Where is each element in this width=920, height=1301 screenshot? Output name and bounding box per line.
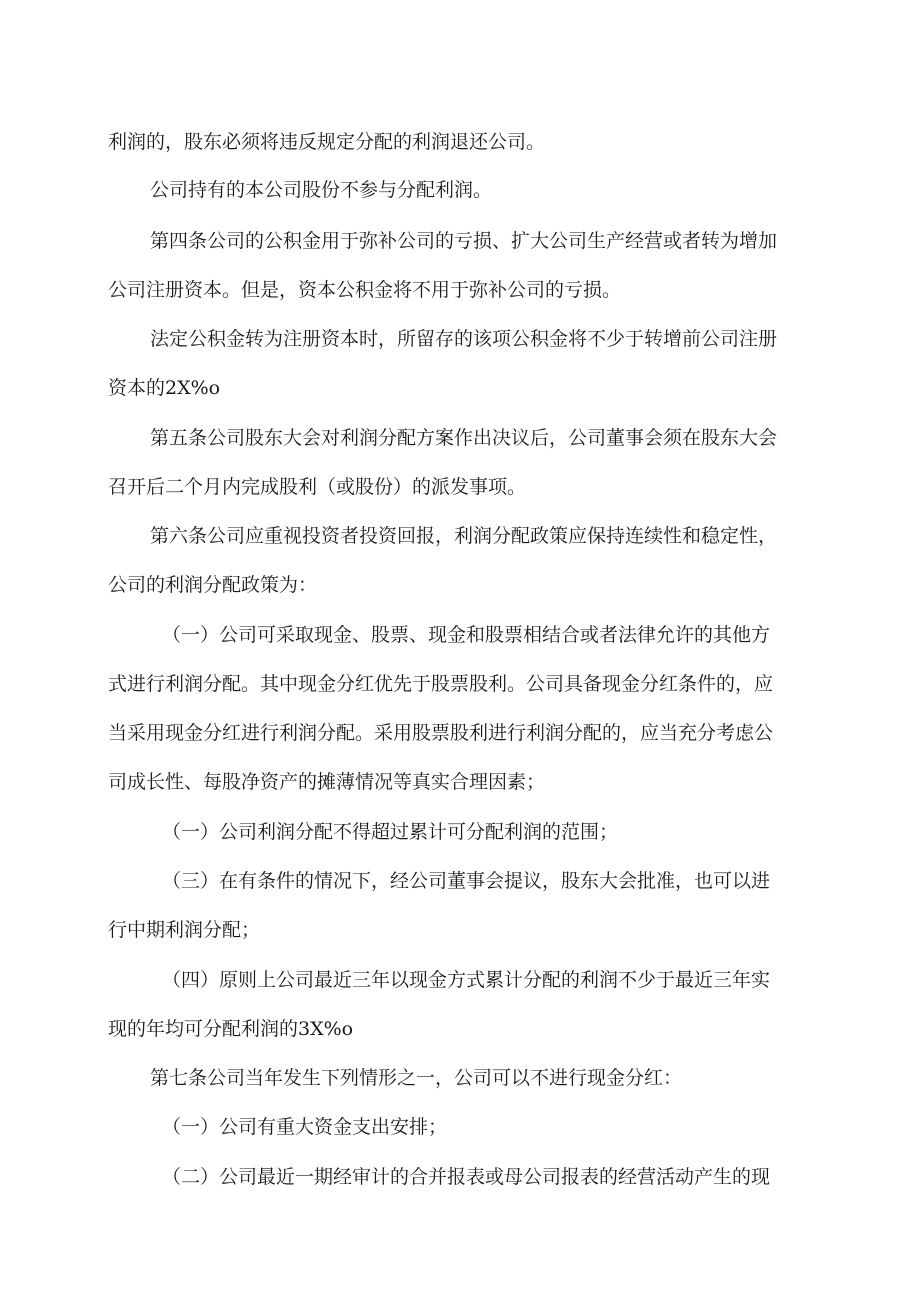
text-line: （二）公司最近一期经审计的合并报表或母公司报表的经营活动产生的现 [162, 1166, 771, 1188]
text-line: （一）公司利润分配不得超过累计可分配利润的范围； [162, 821, 619, 843]
text-line: 第五条公司股东大会对利润分配方案作出决议后，公司董事会须在股东大会 [150, 427, 778, 449]
text-line: 召开后二个月内完成股利（或股份）的派发事项。 [108, 476, 527, 498]
text-line: （四）原则上公司最近三年以现金方式累计分配的利润不少于最近三年实 [162, 969, 771, 991]
text-line: 资本的2X%o [108, 377, 221, 399]
text-line: （三）在有条件的情况下，经公司董事会提议，股东大会批准，也可以进 [162, 870, 771, 892]
text-line: 公司持有的本公司股份不参与分配利润。 [150, 179, 493, 201]
text-line: 行中期利润分配； [108, 919, 261, 941]
text-line: 公司的利润分配政策为： [108, 574, 318, 596]
text-line: 式进行利润分配。其中现金分红优先于股票股利。公司具备现金分红条件的，应 [108, 673, 774, 695]
text-line: 现的年均可分配利润的3X%o [108, 1018, 354, 1040]
text-line: 利润的，股东必须将违反规定分配的利润退还公司。 [108, 131, 546, 153]
text-line: 第四条公司的公积金用于弥补公司的亏损、扩大公司生产经营或者转为增加 [150, 230, 778, 252]
text-line: 第七条公司当年发生下列情形之一，公司可以不进行现金分红： [150, 1067, 683, 1089]
text-line: 当采用现金分红进行利润分配。采用股票股利进行利润分配的，应当充分考虑公 [108, 722, 774, 744]
text-line: 司成长性、每股净资产的摊薄情况等真实合理因素； [108, 771, 546, 793]
text-line: （一）公司有重大资金支出安排； [162, 1116, 448, 1138]
text-line: （一）公司可采取现金、股票、现金和股票相结合或者法律允许的其他方 [162, 624, 771, 646]
text-line: 公司注册资本。但是，资本公积金将不用于弥补公司的亏损。 [108, 279, 622, 301]
text-line: 法定公积金转为注册资本时，所留存的该项公积金将不少于转增前公司注册 [150, 328, 778, 350]
text-line: 第六条公司应重视投资者投资回报，利润分配政策应保持连续性和稳定性， [150, 525, 778, 547]
